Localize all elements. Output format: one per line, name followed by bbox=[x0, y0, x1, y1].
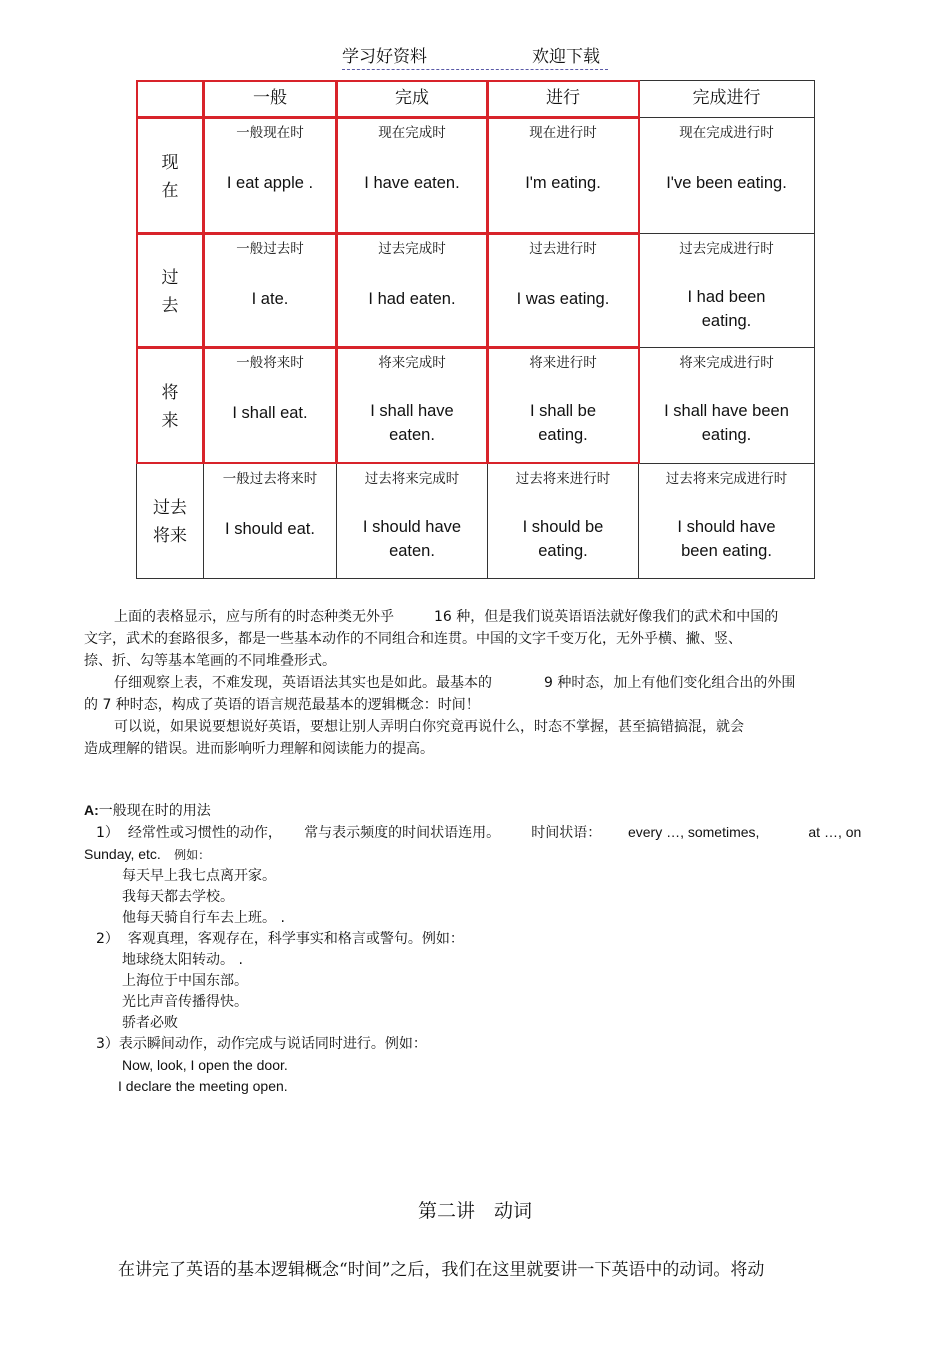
col-header-label: 完成进行 bbox=[692, 88, 761, 108]
intro-paragraph-1: 上面的表格显示，应与所有的时态种类无外乎 16 种，但是我们说英语语法就好像我们的武术和中国的 文字，武术的套路很多，都是一些基本动作的不同组合和连贯。中国的文字千变万化，无外乎横、撇、竖、 捺、折、勾等基本笔画的不同堆叠形式。 bbox=[84, 609, 779, 669]
tense-name: 过去进行时 bbox=[529, 241, 597, 257]
lecture-2-title: 第二讲 动词 bbox=[417, 1200, 532, 1222]
row-header-label: 过去 bbox=[153, 498, 187, 518]
tense-name: 过去将来完成时 bbox=[364, 471, 460, 487]
tense-example: eaten. bbox=[389, 426, 435, 444]
tense-cell bbox=[638, 347, 815, 464]
usage-3: 3）表示瞬间动作，动作完成与说话同时进行。例如： bbox=[96, 1036, 427, 1052]
tense-name: 现在完成时 bbox=[378, 125, 446, 141]
row-header-cell bbox=[136, 347, 204, 464]
header-right: 欢迎下载 bbox=[532, 47, 600, 67]
tense-name: 过去将来完成进行时 bbox=[665, 471, 788, 487]
tense-example: I should have bbox=[677, 518, 776, 536]
tense-name: 过去将来进行时 bbox=[515, 471, 611, 487]
tense-cell bbox=[487, 233, 639, 348]
col-header-label: 进行 bbox=[546, 88, 580, 108]
tense-cell bbox=[336, 347, 488, 464]
usage-1: 1） 经常性或习惯性的动作， 常与表示频度的时间状语连用。 时间状语： every …, sometimes, at …, on bbox=[96, 824, 862, 841]
tense-name: 将来完成时 bbox=[378, 355, 446, 371]
col-header-label: 完成 bbox=[395, 88, 429, 108]
header-left: 学习好资料 bbox=[342, 47, 427, 67]
tense-table bbox=[136, 80, 814, 578]
tense-example: I'm eating. bbox=[525, 174, 601, 192]
table-corner-cell bbox=[136, 80, 204, 118]
tense-name: 现在进行时 bbox=[529, 125, 597, 141]
tense-cell bbox=[487, 117, 639, 234]
tense-cell bbox=[203, 233, 337, 348]
tense-cell bbox=[336, 117, 488, 234]
col-header-cell bbox=[203, 80, 337, 118]
tense-example: I shall have been bbox=[664, 402, 789, 420]
tense-name: 将来进行时 bbox=[529, 355, 597, 371]
intro-paragraph-2: 仔细观察上表，不难发现，英语语法其实也是如此。最基本的 9 种时态，加上有他们变化组合出的外围 的 7 种时态，构成了英语的语言规范最基本的逻辑概念：时间！ bbox=[84, 675, 796, 713]
tense-example: I shall eat. bbox=[232, 404, 308, 422]
row-header-cell bbox=[136, 463, 204, 579]
col-header-cell bbox=[638, 80, 815, 118]
tense-example: eating. bbox=[538, 426, 588, 444]
tense-example: I had eaten. bbox=[368, 290, 456, 308]
tense-example: I have eaten. bbox=[364, 174, 460, 192]
tense-cell bbox=[203, 117, 337, 234]
tense-cell bbox=[638, 233, 815, 348]
row-header-label: 来 bbox=[161, 411, 179, 431]
section-title: A:一般现在时的用法 bbox=[84, 802, 211, 819]
col-header-label: 一般 bbox=[253, 88, 287, 108]
tense-example: eating. bbox=[701, 312, 752, 330]
tense-example: been eating. bbox=[681, 542, 772, 560]
tense-name: 过去完成进行时 bbox=[679, 241, 774, 257]
row-header-label: 在 bbox=[161, 181, 179, 201]
tense-name: 一般将来时 bbox=[236, 355, 304, 371]
tense-example: I should be bbox=[522, 518, 604, 536]
tense-name: 将来完成进行时 bbox=[679, 355, 774, 371]
tense-example: eaten. bbox=[389, 542, 435, 560]
section-simple-present: A:一般现在时的用法 1） 经常性或习惯性的动作， 常与表示频度的时间状语连用。 时间状语： every …, sometimes, at …, on Sunday, etc. 例如： 每天早上我七点离开家。 我每天都去学校。 他每天骑自行车去上班。 . 2） 客观真理，客观存在，科学事实和格言或警句。例如： 地球绕太阳转动。 . 上海位于中国东部。 光比声音传播得快。 骄者必败 3）表示瞬间动作，动作完成与说话同时进行。例如： Now, look, I open the door. I declare the meeting open. bbox=[84, 800, 874, 1097]
row-header-label: 现 bbox=[161, 153, 179, 173]
page-header bbox=[342, 42, 608, 70]
tense-cell bbox=[336, 233, 488, 348]
tense-cell bbox=[203, 347, 337, 464]
intro-paragraph-3: 可以说，如果说要想说好英语，要想让别人弄明白你究竟再说什么，时态不掌握，甚至搞错搞混，就会 造成理解的错误。进而影响听力理解和阅读能力的提高。 bbox=[84, 719, 744, 757]
row-header-label: 去 bbox=[161, 296, 179, 316]
tense-cell bbox=[203, 463, 337, 579]
row-header-cell bbox=[136, 117, 204, 234]
tense-cell bbox=[487, 347, 639, 464]
tense-name: 过去完成时 bbox=[378, 241, 446, 257]
tense-name: 一般现在时 bbox=[236, 125, 304, 141]
tense-cell bbox=[487, 463, 639, 579]
tense-example: eating. bbox=[538, 542, 588, 560]
tense-example: I ate. bbox=[251, 290, 289, 308]
tense-name: 一般过去将来时 bbox=[222, 471, 318, 487]
tense-cell bbox=[638, 463, 815, 579]
lecture-2-first-line: 在讲完了英语的基本逻辑概念“时间”之后，我们在这里就要讲一下英语中的动词。将动 bbox=[118, 1260, 765, 1280]
col-header-cell bbox=[336, 80, 488, 118]
tense-name: 一般过去时 bbox=[236, 241, 304, 257]
tense-name: 现在完成进行时 bbox=[679, 125, 774, 141]
tense-example: I had been bbox=[687, 288, 766, 306]
tense-example: I should have bbox=[362, 518, 462, 536]
row-header-label: 过 bbox=[161, 268, 179, 288]
tense-example: I shall have bbox=[370, 402, 454, 420]
tense-example: I was eating. bbox=[516, 290, 610, 308]
tense-cell bbox=[336, 463, 488, 579]
row-header-cell bbox=[136, 233, 204, 348]
usage-2: 2） 客观真理，客观存在，科学事实和格言或警句。例如： bbox=[96, 931, 464, 947]
row-header-label: 将 bbox=[161, 383, 179, 403]
tense-example: I eat apple . bbox=[226, 174, 314, 192]
tense-example: I've been eating. bbox=[666, 174, 787, 192]
col-header-cell bbox=[487, 80, 639, 118]
tense-example: I shall be bbox=[529, 402, 597, 420]
tense-example: eating. bbox=[701, 426, 752, 444]
row-header-label: 将来 bbox=[153, 526, 187, 546]
tense-example: I should eat. bbox=[225, 520, 315, 538]
tense-cell bbox=[638, 117, 815, 234]
